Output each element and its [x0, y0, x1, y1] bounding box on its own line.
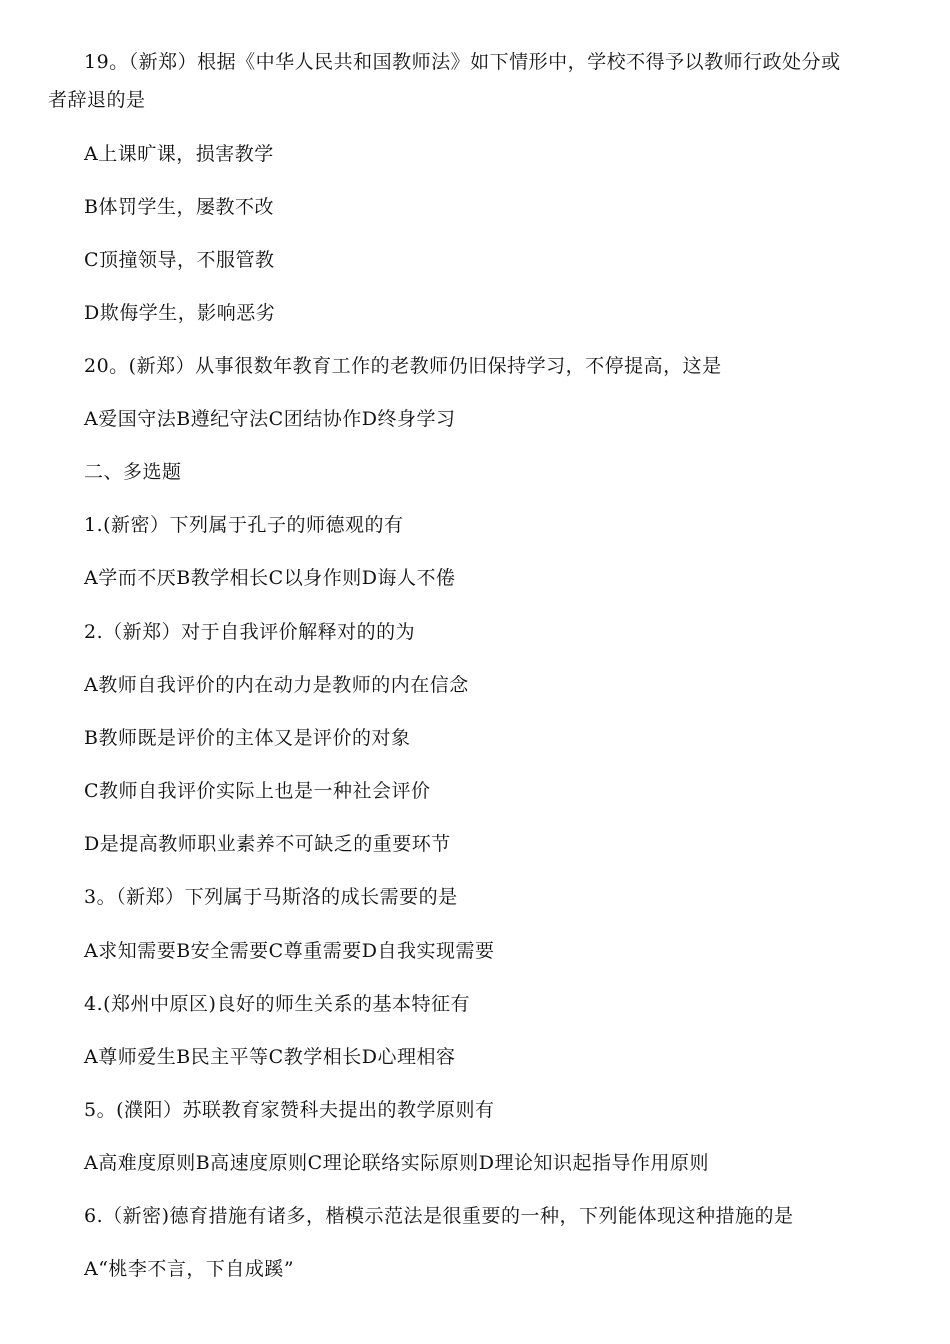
multi-question-4-options: A尊师爱生B民主平等C教学相长D心理相容 — [84, 1046, 456, 1068]
multi-question-2-option-b: B教师既是评价的主体又是评价的对象 — [84, 727, 411, 749]
multi-question-2-option-c: C教师自我评价实际上也是一种社会评价 — [84, 780, 431, 802]
multi-question-3-options: A求知需要B安全需要C尊重需要D自我实现需要 — [84, 940, 495, 962]
question-19-stem: 19。（新郑）根据《中华人民共和国教师法》如下情形中，学校不得予以教师行政处分或 — [84, 51, 841, 73]
multi-question-4-stem: 4.(郑州中原区)良好的师生关系的基本特征有 — [84, 993, 470, 1015]
question-20-options: A爱国守法B遵纪守法C团结协作D终身学习 — [84, 408, 456, 430]
multi-question-2-stem: 2.（新郑）对于自我评价解释对的的为 — [84, 621, 416, 643]
multi-question-2-option-a: A教师自我评价的内在动力是教师的内在信念 — [84, 674, 469, 696]
multi-question-6-stem: 6.（新密)德育措施有诸多，楷模示范法是很重要的一种，下列能体现这种措施的是 — [84, 1205, 794, 1227]
multi-question-3-stem: 3。（新郑）下列属于马斯洛的成长需要的是 — [84, 886, 458, 908]
question-19-stem-continued: 者辞退的是 — [48, 89, 146, 111]
multi-question-5-stem: 5。(濮阳）苏联教育家赞科夫提出的教学原则有 — [84, 1099, 495, 1121]
multi-question-1-options: A学而不厌B教学相长C以身作则D诲人不倦 — [84, 567, 456, 589]
multi-question-2-option-d: D是提高教师职业素养不可缺乏的重要环节 — [84, 833, 451, 855]
section-heading-multiple-choice: 二、多选题 — [84, 461, 182, 483]
question-19-option-b: B体罚学生，屡教不改 — [84, 196, 274, 218]
multi-question-5-options: A高难度原则B高速度原则C理论联络实际原则D理论知识起指导作用原则 — [84, 1152, 709, 1174]
question-19-option-a: A上课旷课，损害教学 — [84, 143, 274, 165]
multi-question-6-option-a: A“桃李不言，下自成蹊” — [84, 1258, 295, 1280]
question-19-option-d: D欺侮学生，影响恶劣 — [84, 302, 276, 324]
question-20-stem: 20。(新郑）从事很数年教育工作的老教师仍旧保持学习，不停提高，这是 — [84, 355, 722, 377]
multi-question-1-stem: 1.(新密）下列属于孔子的师德观的有 — [84, 514, 404, 536]
question-19-option-c: C顶撞领导，不服管教 — [84, 249, 275, 271]
